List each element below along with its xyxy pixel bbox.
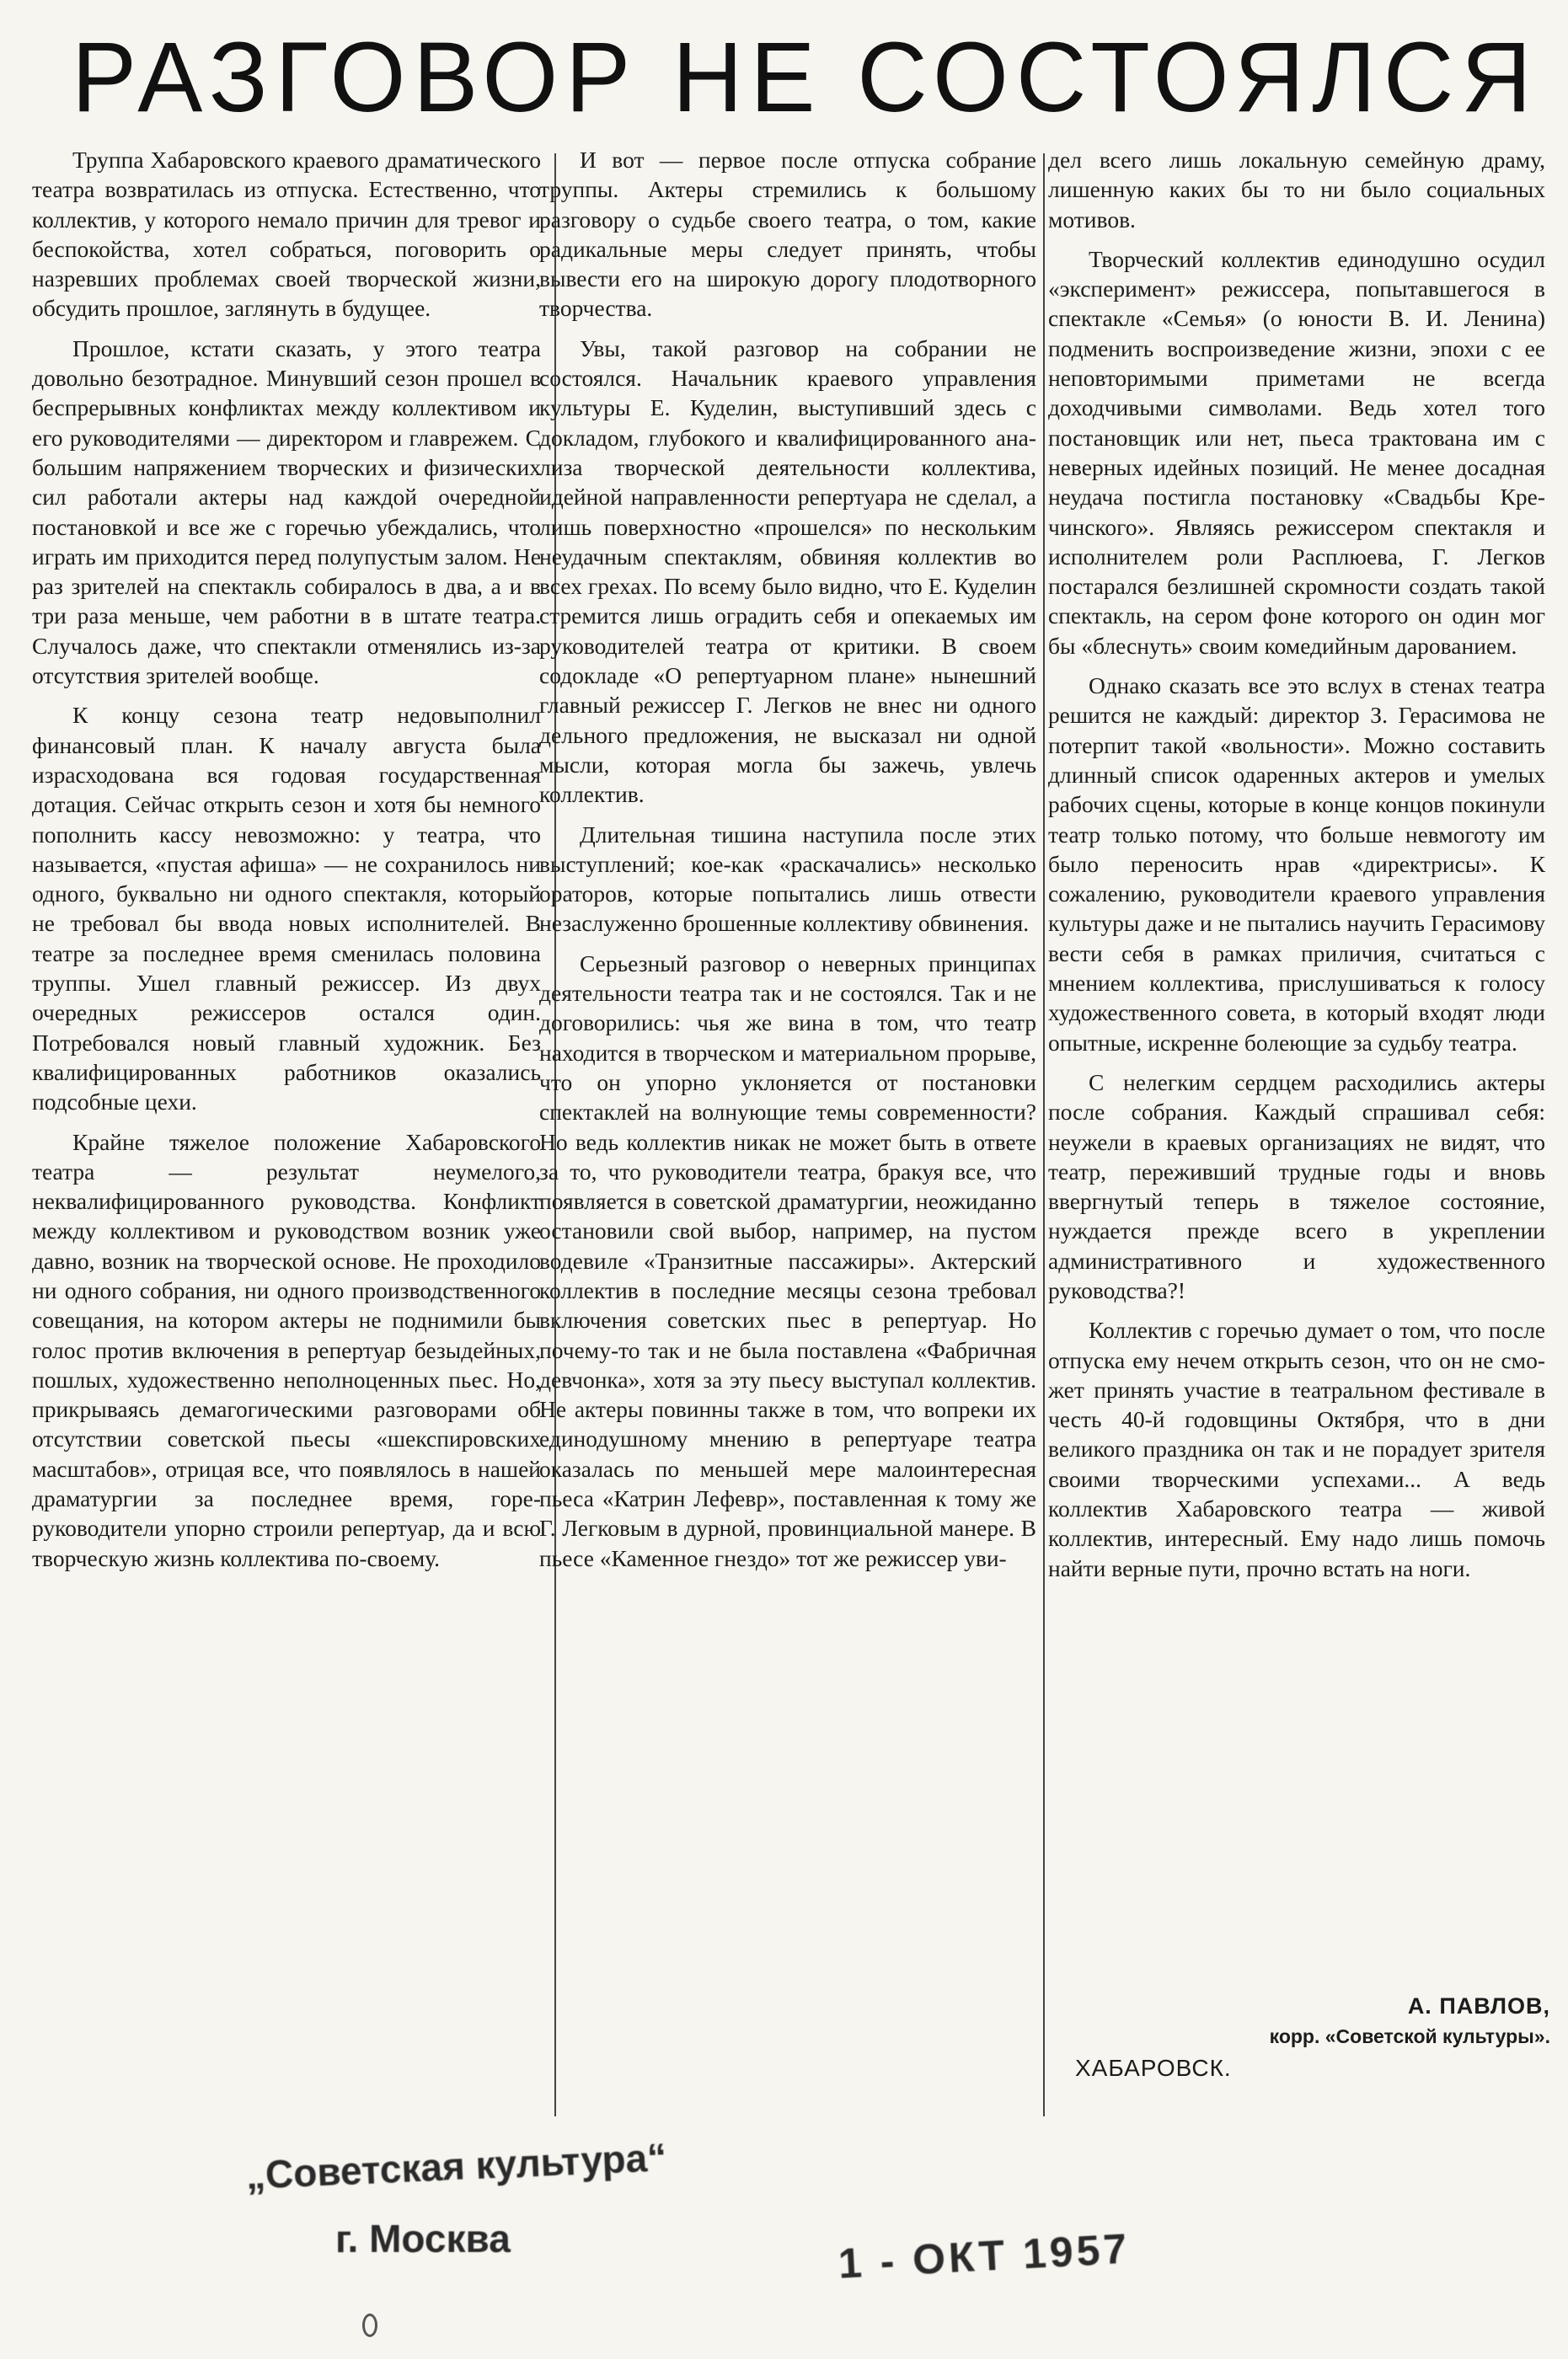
dateline-city: ХАБАРОВСК. [1075, 2055, 1232, 2081]
article-column-3 [1048, 145, 1545, 1593]
paragraph: Коллектив с горечью думает о том, что после отпуска ему нечем открыть сезон, что он не сможет принять участие в театральном фестивале в честь 40-й годовщины Октября, что в дни великого праздника он так и не порадует зрителя своими творческими успехами... А ведь коллектив Хабаровского театра — живой коллектив, интересный. Ему надо лишь помочь найти верные пути, прочно встать на ноги. [1048, 1317, 1545, 1581]
paragraph: К концу сезона театр недовыполнил финансовый план. К началу августа была израсходована вся годовая государственная дотация. Сейчас открыть сезон и хотя бы немного пополнить кассу невозможно: у театра, что называется, «пустая афиша» — не сохранилось ни одного, буквально ни одного спектакля, который не требовал бы ввода новых исполнителей. В театре за последнее время сменилась половина труппы. Ушел главный режиссер. Из двух очередных режиссеров остался один. Потребовался новый главный художник. Без квалифицированных работников оказались подсобные цехи. [32, 702, 541, 1115]
ink-smudge [362, 2314, 377, 2337]
paragraph: И вот — первое после отпуска собрание труппы. Актеры стремились к большому разговору о судьбе своего театра, о том, какие радикальные меры следует принять, чтобы вывести его на широкую дорогу плодотворного творчества. [539, 147, 1036, 322]
stamp-date: 1 - ОКТ 1957 [837, 2224, 1132, 2287]
paragraph: С нелегким сердцем расходились актеры после собрания. Каждый спрашивал себя: неужели в краевых организациях не видят, что театр, переживший трудные годы и вновь ввергнутый теперь в тяжелое состояние, нуждается прежде всего в укреплении административного и художественного руководства?! [1048, 1068, 1545, 1303]
article-column-1 [32, 145, 541, 1583]
article-headline: РАЗГОВОР НЕ СОСТОЯЛСЯ [72, 22, 1539, 133]
paragraph: дел всего лишь локальную семейную драму, лишенную каких бы то ни было социальных мотивов. [1048, 147, 1545, 233]
paragraph: Крайне тяжелое положение Хабаровского театра — результат неумелого, неквалифицированного руководства. Конфликт между коллективом и руководством возник уже давно, возник на творческой основе. Не проходило ни одного собрания, ни одного производственного совещания, на котором актеры не поднимили бы голос против включения в репертуар безыдейных, пошлых, художественно неполноценных пьес. Но, прикрываясь демагогическими разговорами об отсутствии советской пьесы «шекспировских масштабов», отрицая все, что появлялось в нашей драматургии за последнее время, горе-руководители упорно строили репертуар, да и всю творческую жизнь коллектива по-своему. [32, 1128, 541, 1571]
stamp-city: г. Москва [335, 2217, 511, 2260]
paragraph: Труппа Хабаровского краевого драматического театра возвратилась из отпуска. Естественно, что коллектив, у которого немало причин для тревог и беспокойства, хотел собраться, поговорить о назревших проблемах своей творческой жизни, обсудить прошлое, заглянуть в будущее. [32, 147, 541, 322]
paragraph: Серьезный разговор о неверных принципах деятельности театра так и не состоялся. Так и не договорились: чья же вина в том, что театр находится в творческом и материальном прорыве, что он упорно уклоняется от постановки спектаклей на волнующие темы современности? Но ведь коллектив никак не может быть в ответе за то, что руководители театра, бракуя все, что появляется в советской драматургии, неожиданно остановили свой выбор, например, на пустом водевиле «Транзитные пассажиры». Актерский коллектив в последние месяцы сезона требовал включения советских пьес в репертуар. Но почему-то так и не была поставлена «Фабричная девчонка», хотя за эту пьесу выступал коллектив. Не актеры повинны также в том, что вопреки их единодушному мнению в репертуаре театра оказалась по меньшей мере малоинтересная пьеса «Катрин Лефевр», поставленная к тому же Г. Легковым в дурной, провинциальной манере. В пьесе «Каменное гнездо» тот же режиссер уви- [539, 949, 1036, 1571]
paragraph: Прошлое, кстати сказать, у этого театра довольно безотрадное. Минувший сезон прошел в беспрерывных конфликтах между коллективом и его руководителями — директором и главрежем. С большим напряжением творческих и физических сил работали актеры над каждой очередной постановкой и все же с горечью убеждались, что играть им приходится перед полупустым залом. Не раз зрителей на спектакль собиралось в два, а и в три раза меньше, чем работни в в штате театра. Случалось даже, что спектакли отменялись из-за отсутствия зрителей вообще. [32, 334, 541, 689]
paragraph: Увы, такой разговор на собрании не состоялся. Начальник краевого управления культуры Е. Куделин, выступивший здесь с докладом, глубокого и квалифицированного анализа творческой деятельности коллектива, идейной направленности репертуара не сделал, а лишь поверхностно «прошелся» по нескольким неудачным спектаклям, обвиняя коллектив во всех грехах. По всему было видно, что Е. Куделин стремится лишь оградить себя и опекаемых им руководителей театра от критики. В своем содокладе «О репертуарном плане» нынешний главный режиссер Г. Легков не внес ни одного дельного предложения, не высказал ни одной мысли, которая могла бы зажечь, увлечь коллектив. [539, 334, 1036, 808]
byline-author: А. ПАВЛОВ, [1407, 1993, 1550, 2019]
column-divider [1043, 153, 1045, 2116]
paragraph: Длительная тишина наступила после этих выступлений; кое-как «раскачались» несколько ораторов, которые попытались лишь отвести незаслуженно брошенные коллективу обвинения. [539, 821, 1036, 937]
paragraph: Творческий коллектив единодушно осудил «эксперимент» режиссера, попытавшегося в спектакле «Семья» (о юности В. И. Ленина) подменить воспроизведение жизни, эпохи с ее неповторимыми приметами не всегда доходчивыми символами. Ведь хотел того постановщик или нет, пьеса трактована им с неверных идейных позиций. Не менее досадная неудача постигла постановку «Свадьбы Кречинского». Являясь режиссером спектакля и исполнителем роли Расплюева, Г. Легков постарался безлишней скромности создать такой спектакль, на сером фоне которого он один мог бы «блеснуть» своим комедийным дарованием. [1048, 245, 1545, 659]
article-column-2 [539, 145, 1036, 1583]
paragraph: Однако сказать все это вслух в стенах театра решится не каждый: директор З. Герасимова не потерпит такой «вольности». Можно составить длинный список одаренных актеров и умелых рабочих сцены, которые в конце концов покинули театр только потому, что больше невмоготу им было переносить нрав «директрисы». К сожалению, руководители краевого управления культуры даже и не пытались научить Герасимову вести себя в рамках приличия, считаться с мнением коллектива, прислушиваться к голосу художественного совета, в который входят люди опытные, искренне болеющие за судьбу театра. [1048, 672, 1545, 1056]
byline-role: корр. «Советской культуры». [1269, 2025, 1550, 2047]
stamp-newspaper-name: „Советская культура“ [244, 2135, 668, 2197]
